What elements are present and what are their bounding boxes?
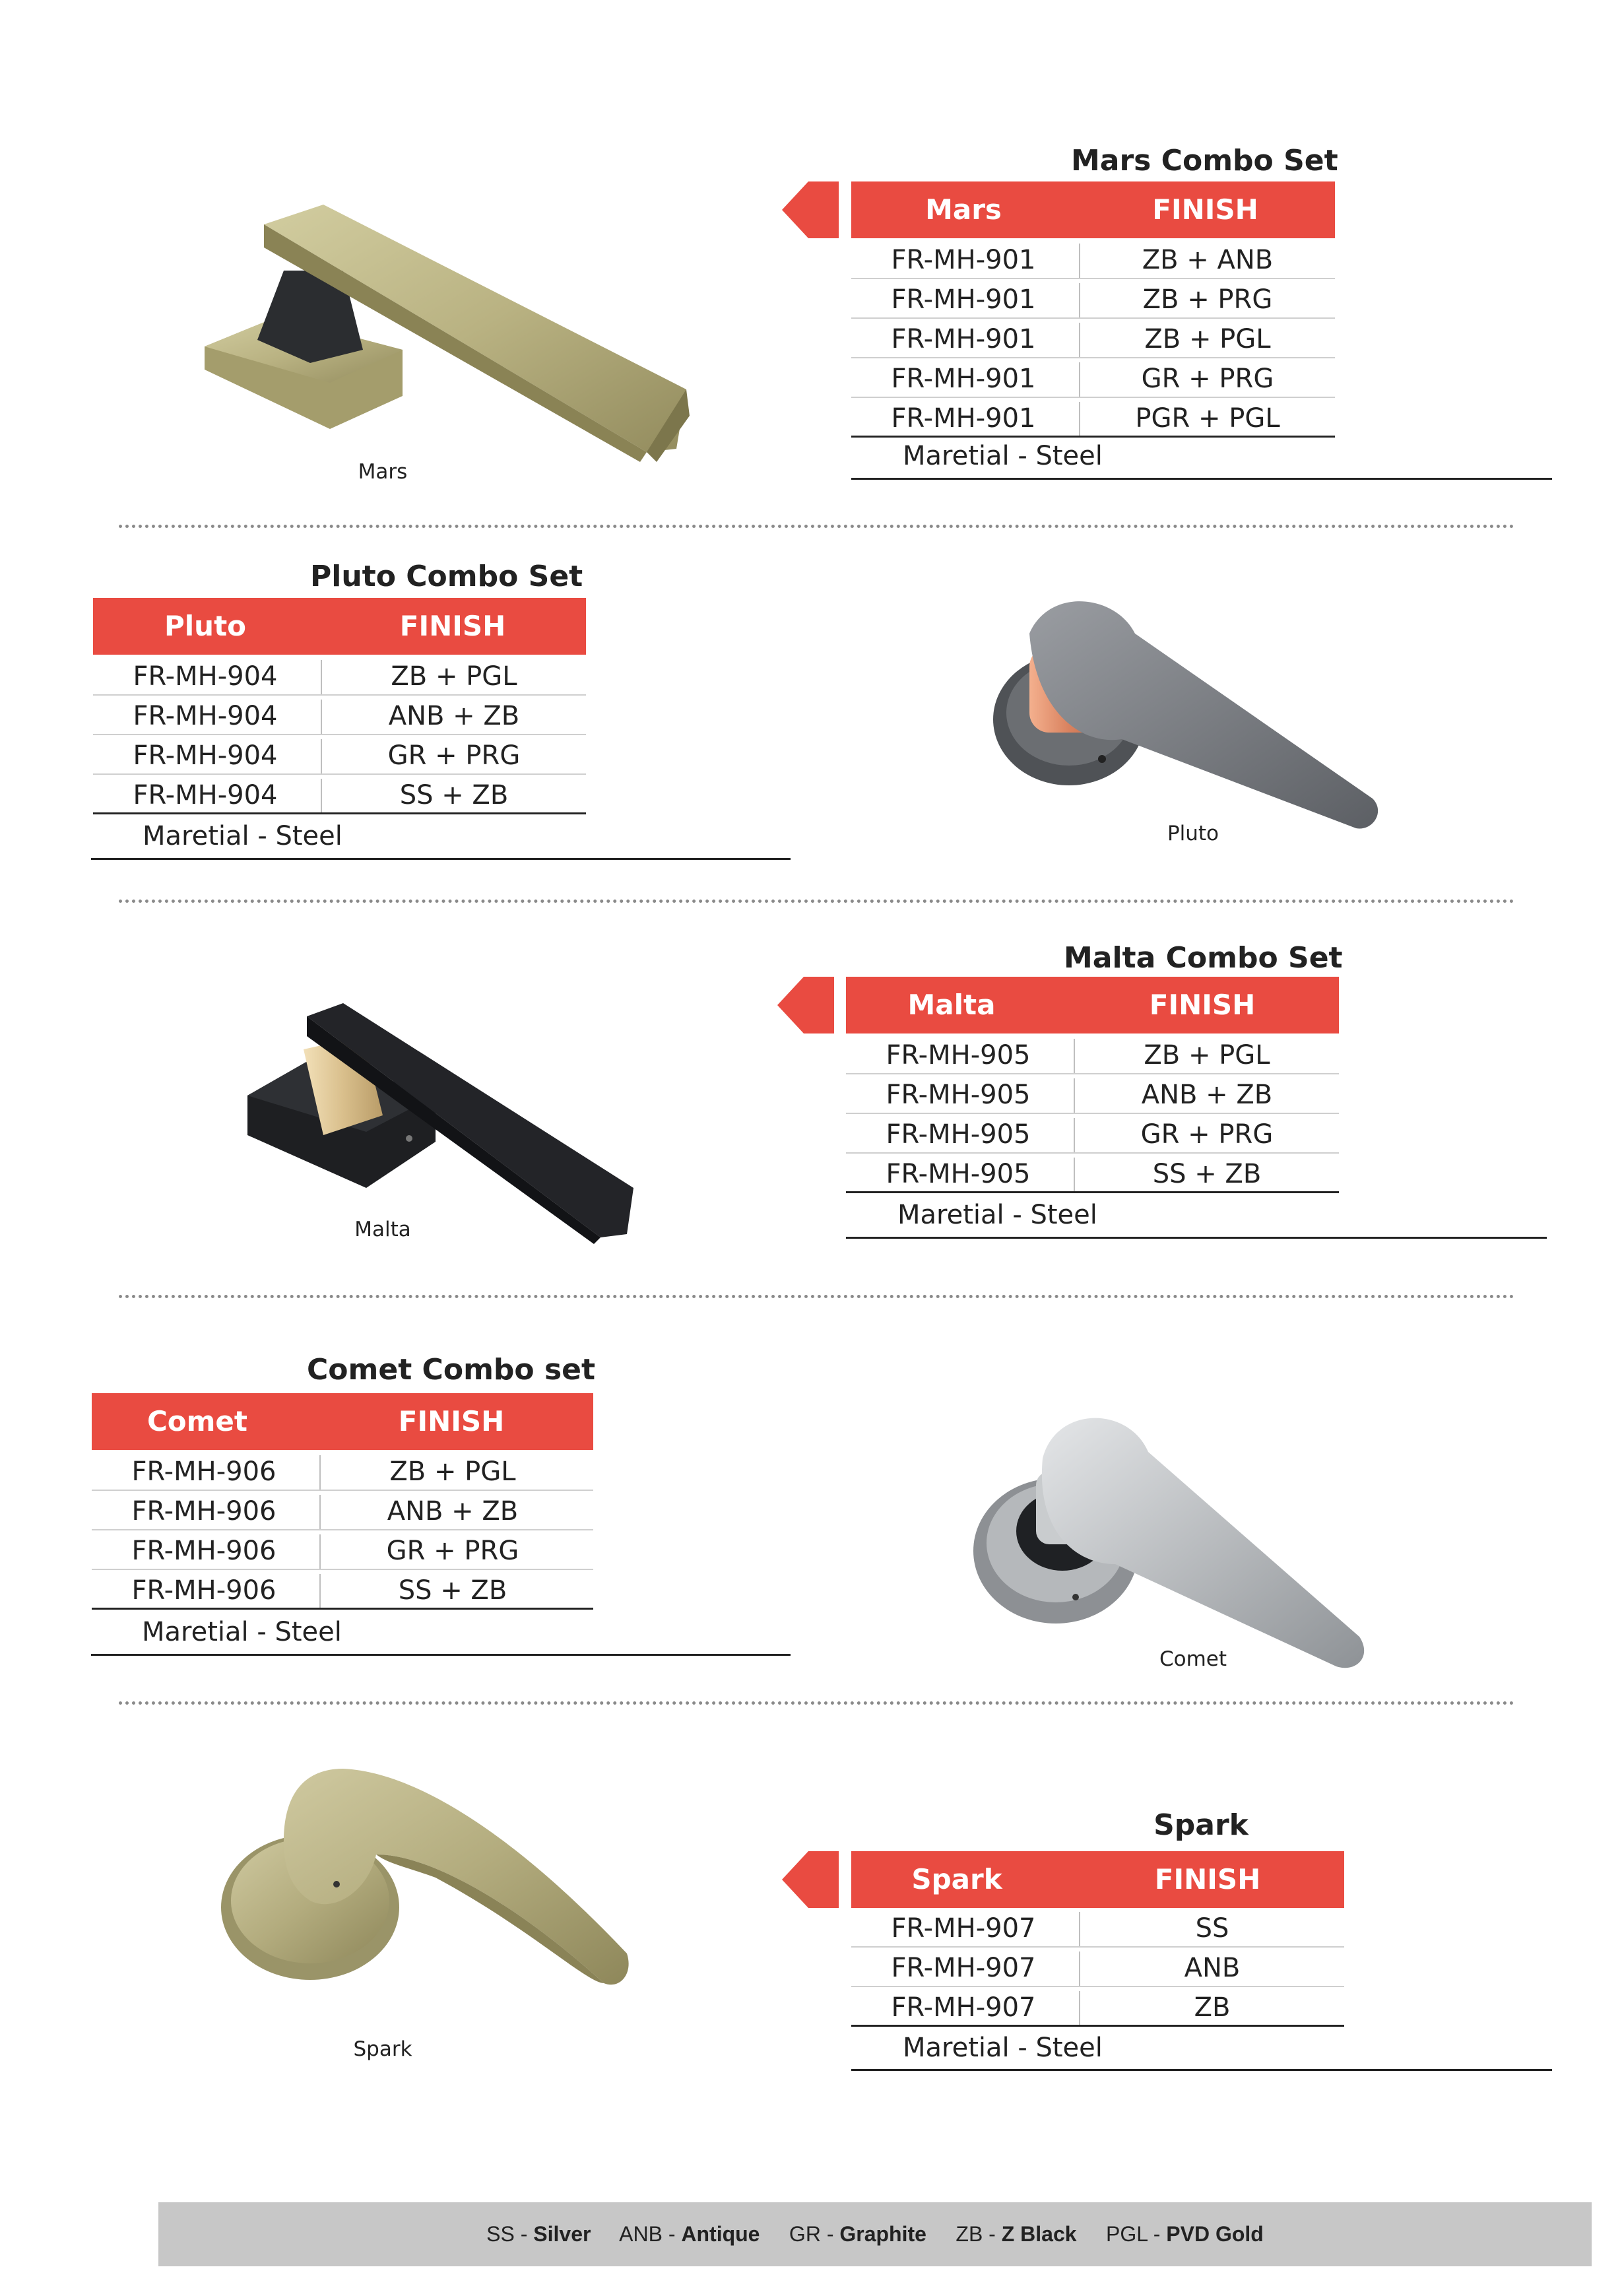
pluto-material: Maretial - Steel: [143, 821, 342, 851]
comet-handle-image: [970, 1399, 1379, 1676]
table-row: FR-MH-905 GR + PRG: [846, 1115, 1339, 1154]
table-row: FR-MH-906 SS + ZB: [92, 1571, 593, 1610]
pluto-handle-image: [983, 587, 1392, 838]
comet-set-title: Comet Combo set: [307, 1353, 596, 1387]
spark-caption: Spark: [353, 2037, 412, 2061]
mars-caption: Mars: [358, 460, 408, 484]
malta-handle-image: [244, 997, 640, 1247]
legend-item-pgl: PGL - PVD Gold: [1106, 2222, 1264, 2246]
spark-material: Maretial - Steel: [903, 2033, 1103, 2063]
pluto-header-model: Pluto: [164, 610, 246, 642]
section-divider: [119, 900, 1514, 903]
pluto-caption: Pluto: [1167, 822, 1219, 845]
table-row: FR-MH-906 ANB + ZB: [92, 1492, 593, 1530]
table-row: FR-MH-904 ANB + ZB: [93, 697, 586, 735]
pluto-table-header: [93, 598, 586, 655]
table-row: FR-MH-906 ZB + PGL: [92, 1453, 593, 1491]
mars-set-title: Mars Combo Set: [1071, 144, 1338, 178]
spark-set-title: Spark: [1153, 1808, 1249, 1842]
malta-table-header: [846, 977, 1339, 1033]
table-row: FR-MH-906 GR + PRG: [92, 1532, 593, 1570]
pluto-bottom-rule: [91, 858, 791, 860]
table-row: FR-MH-904 SS + ZB: [93, 776, 586, 814]
malta-bottom-rule: [846, 1237, 1547, 1239]
section-divider: [119, 1701, 1514, 1705]
table-row: FR-MH-901 ZB + ANB: [851, 241, 1335, 279]
table-row: FR-MH-901 ZB + PGL: [851, 320, 1335, 358]
finish-legend-bar: [158, 2202, 1592, 2266]
finish-legend: [158, 2202, 1592, 2266]
malta-set-title: Malta Combo Set: [1064, 941, 1343, 975]
table-row: FR-MH-905 ANB + ZB: [846, 1076, 1339, 1114]
mars-table-header: [851, 181, 1335, 238]
spark-bottom-rule: [851, 2069, 1552, 2071]
comet-table-header: [92, 1393, 593, 1450]
comet-header-model: Comet: [146, 1405, 247, 1437]
pluto-header-finish: FINISH: [399, 610, 506, 642]
table-row: FR-MH-907 ZB: [851, 1988, 1344, 2027]
section-divider: [119, 525, 1514, 528]
table-row: FR-MH-901 GR + PRG: [851, 360, 1335, 398]
comet-caption: Comet: [1159, 1647, 1227, 1671]
spark-header-model: Spark: [911, 1863, 1002, 1895]
table-row: FR-MH-901 PGR + PGL: [851, 399, 1335, 438]
legend-item-ss: SS - Silver: [486, 2222, 591, 2246]
mars-bottom-rule: [851, 478, 1552, 480]
pluto-set-title: Pluto Combo Set: [310, 560, 583, 593]
table-row: FR-MH-905 SS + ZB: [846, 1155, 1339, 1193]
malta-pointer-arrow-icon: [777, 977, 834, 1033]
malta-material: Maretial - Steel: [897, 1200, 1097, 1230]
mars-material: Maretial - Steel: [903, 441, 1103, 471]
comet-bottom-rule: [91, 1654, 791, 1656]
comet-header-finish: FINISH: [398, 1405, 505, 1437]
table-row: FR-MH-904 GR + PRG: [93, 737, 586, 775]
table-row: FR-MH-905 ZB + PGL: [846, 1036, 1339, 1074]
legend-item-gr: GR - Graphite: [789, 2222, 926, 2246]
malta-header-model: Malta: [907, 989, 996, 1021]
spark-pointer-arrow-icon: [782, 1851, 839, 1908]
legend-item-anb: ANB - Antique: [619, 2222, 760, 2246]
section-divider: [119, 1295, 1514, 1298]
spark-table-header: [851, 1851, 1344, 1908]
table-row: FR-MH-907 SS: [851, 1909, 1344, 1948]
table-row: FR-MH-907 ANB: [851, 1949, 1344, 1987]
spark-handle-image: [218, 1755, 647, 2006]
table-row: FR-MH-901 ZB + PRG: [851, 280, 1335, 319]
mars-header-model: Mars: [925, 193, 1002, 226]
malta-caption: Malta: [354, 1218, 411, 1241]
malta-header-finish: FINISH: [1149, 989, 1256, 1021]
comet-material: Maretial - Steel: [142, 1617, 342, 1647]
legend-item-zb: ZB - Z Black: [956, 2222, 1077, 2246]
mars-header-finish: FINISH: [1152, 193, 1258, 226]
mars-handle-image: [191, 198, 693, 462]
spark-header-finish: FINISH: [1154, 1863, 1261, 1895]
table-row: FR-MH-904 ZB + PGL: [93, 657, 586, 696]
mars-pointer-arrow-icon: [782, 181, 839, 238]
